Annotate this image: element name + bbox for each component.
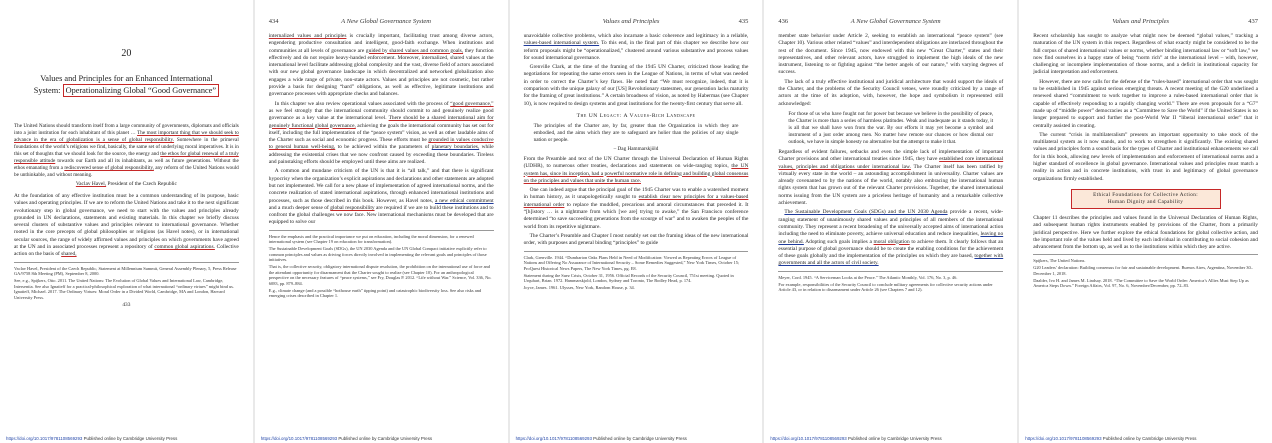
paragraph: The Charter itself has been ratified by virtually every state in the world – an astounding accomplishment in universality. Charter values are already covenanted to by the nations of the world, notably also embracing the international human rights system that has grown out of the relevant Charter provisions. Together, the shared international norms issuing from the UN system are a priceless heritage of humanity and a remarkable collective achievement. <box>778 163 1004 207</box>
footnotes <box>269 230 494 299</box>
highlight: internalized values and principles <box>268 33 347 39</box>
running-header <box>778 18 1003 27</box>
page-body-continued <box>524 156 749 248</box>
footnote: Joyce, James. 1961. Ulysses, New York, Random House, p. 34. <box>523 284 635 290</box>
publisher-note: Published online by Cambridge University Press <box>1102 436 1197 441</box>
page-434 <box>255 0 508 443</box>
page-footer <box>1019 434 1272 443</box>
highlight: establish clear new principles for a values-based international order <box>523 194 749 208</box>
page-436 <box>764 0 1017 443</box>
publisher-note: Published online by Cambridge University Press <box>83 436 178 441</box>
page-number: 437 <box>1248 18 1258 25</box>
paragraph: provide a recent, wide-ranging statement of unanimously shared values and principles of all members of the international community. They represent a recent broadening of the universally accepted aims of international action including the need to eliminate poverty, achieve universal education and reduce inequalities, <box>778 209 1004 238</box>
footnote: G20 Leaders’ declaration: Building consensus for fair and sustainable development. Buenos Aires, Argentina, November 30–December 1, 2018. <box>1033 265 1253 276</box>
chapter-title-highlight-box: Operationalizing Global “Good Governance” <box>63 84 219 97</box>
section-heading: The UN Legacy: A Values-Rich Landscape <box>576 112 696 119</box>
paragraph: Grenville Clark, at the time of the framing of the 1945 UN Charter, criticized those leading the negotiations for repeating the same errors seen in the League of Nations, in terms of what was needed in order to correct the Charter’s key flaws. He noted that “We must recognize, indeed, that it is comparison with the unique galaxy of our [US] Revolutionary statesmen, our generation lacks maturity for the framing of great institutions.” A certain broadness of vision, as noted by Habermas (see Chapter 10), is now required to design systems and great institutions for the twenty-first century that serve all. <box>523 64 749 107</box>
paragraph: to achieve them. It clearly follows that an essential purpose of global governance should be to create the enabling conditions for the achievement of these goals globally and the implementation of the principles on which they are based, <box>778 238 1004 260</box>
page-number: 435 <box>738 18 749 25</box>
section-heading-line2: Human Dignity and Capability <box>1107 198 1184 205</box>
paragraph: unavoidable collective problems, which also incarnate a basic coherence and legitimacy in a reliable, <box>523 33 749 39</box>
page-footer <box>510 434 763 443</box>
page-435 <box>510 0 763 443</box>
paragraph: as we feel strongly that the international community should commit to and genuinely realize good governance as a key value at the international level. <box>268 107 494 122</box>
footnote: That is, the collective security, obligatory international dispute resolution, the prohibition on the international use of force and the attendant opportunity for disarmament that the Charter sought to realize (see Chapter 10). For an anthropological perspective on the necessary features of “peace systems,” see Fry, Douglas P. 2012. “Life without War.” Science, Vol. 336, No. 6083, pp. 879–884. <box>268 264 492 286</box>
chapter-title-line1: Values and Principles for an Enhanced International <box>40 74 213 83</box>
running-head: A New Global Governance System <box>341 18 431 25</box>
highlight: guided by shared values and common goals, <box>365 47 464 54</box>
highlighted-section-heading <box>1071 189 1221 209</box>
highlight: established core international values, principles and obligations under international law. <box>778 156 1004 170</box>
footnotes <box>778 271 1003 293</box>
paragraph: One can indeed argue that the principal goal of the 1945 Charter was to enable a watershed moment in human history, as it unapologetically sought to <box>523 187 749 201</box>
footnote: Statement during the Suez Crisis, October 31, 1956. Official Records of the Security Council, 751st meeting. Quoted in Urquhart, Brian. 1972. Hammarskjold, London, Sydney and Toronto, The Bodley Head, p. 174. <box>523 272 734 284</box>
signature-title: President of the Czech Republic <box>106 181 177 187</box>
highlight-global-responsibility: The most important thing that we should seek to advance in the era of globalization is a sense of global responsibility. <box>14 130 239 143</box>
paragraph: Adopting such goals implies a <box>803 238 872 245</box>
epigraph-attribution <box>14 181 239 187</box>
doi-link[interactable]: https://doi.org/10.1017/9781108569293 <box>515 436 592 441</box>
signature-name: Vaclav Havel, <box>75 181 107 187</box>
page-footer <box>255 434 508 443</box>
chapter-title <box>14 73 239 97</box>
footnote: E.g., climate change (and a possible “hothouse earth” tipping point) and catastrophic biodiversity loss. See also risks and emerging crises described in Chapter 1. <box>268 287 482 299</box>
highlight-ethos: the ethos for global renewal of a truly responsible attitude <box>14 151 239 164</box>
highlight: leaving no one behind. <box>778 231 1004 245</box>
running-head: Values and Principles <box>1112 18 1170 25</box>
paragraph: while addressing the existential crises that we now confront caused by exceeding these boundaries. Tireless and painstaking efforts should be employed until these aims are realized. <box>268 144 494 166</box>
epigraph-text: Somewhere in the primeval foundations of the world’s religions we find, basically, the same set of underlying moral imperatives. It is in this set of thoughts that we should look for the source, the energy and <box>14 137 239 157</box>
highlight-common-aspirations: common global aspirations. <box>154 244 215 251</box>
paragraph: The Charter’s Preamble and Chapter I most notably set out the framing ideas of the new international order, with purposes and general binding “principles” to guide <box>523 232 749 247</box>
paragraph: to replace the muddled, precarious and amoral circumstances that preceded it. It “[h]istory … is a nightmare from which [we are] trying to awake,” the San Francisco conference determined “to save succeeding generations from the scourge of war” and to awaken the peoples of the world from its repetitive nightmare. <box>523 201 749 230</box>
epigraph-attribution: – Dag Hammarskjöld <box>613 145 659 152</box>
paragraph: In this chapter we also review operational values associated with the process of <box>274 100 449 107</box>
paragraph: are required if we are to build these institutions and to confront the global challenges we now face. New international mechanisms must be developed that are equipped to solve our <box>268 204 494 226</box>
highlight: values-based international system. <box>523 40 600 47</box>
page-body <box>524 33 749 108</box>
doi-link[interactable]: https://doi.org/10.1017/9781108569293 <box>1025 436 1102 441</box>
page-body <box>14 193 239 259</box>
footnotes <box>1033 254 1258 288</box>
highlight: There should be a shared international aim for genuinely functional global governance, <box>268 115 494 129</box>
running-head: A New Global Governance System <box>850 18 941 25</box>
paragraph: member state behavior under Article 2, seeking to establish an international “peace system” (see Chapter 10). Various other related “values” and interdependent obligations are interlaced throughout the rest of the document. Since 1945, now endowed with this new “Great Charter,” states and their representatives, and other relevant actors, have struggled to implement the high ideals of the new instrument, listening to or fighting against “the better angels of our nature,” with varying degrees of success. <box>778 33 1004 76</box>
paragraph: The current “crisis in multilateralism” presents an important opportunity to take stock of the multilateral system as it now stands, and to work to strengthen it significantly. The existing shared values and principles form a sound basis for the types of Charter and institutional enhancements we call for in this book, allowing new levels of implementation and enforcement of international norms and a higher standard of excellence in global governance. International values and principles must match a reality in action and in concrete institutions, with trust in and legitimacy of global governance organizations firmly established. <box>1033 131 1258 182</box>
paragraph: To this end, in the final part of this chapter we describe how our reform proposals might be “operationalized,” clustered around various substantive and process values for sound international governance. <box>523 40 749 61</box>
highlight: planetary boundaries, <box>431 144 480 151</box>
footnotes <box>524 251 749 291</box>
footnote: For example, responsibilities of the Security Council to conclude military agreements for collective security actions under Article 43, or in relation to disarmament under Article 26 (see Chapters 7 and 12). <box>778 281 993 293</box>
section-heading-line1: Ethical Foundations for Collective Action: <box>1093 191 1199 198</box>
publisher-note: Published online by Cambridge University Press <box>847 436 942 441</box>
chapter-number: 20 <box>121 48 132 59</box>
paragraph: From the Preamble and text of the UN Charter through the Universal Declaration of Human Rights (UDHR), to numerous other treaties, declarations and statements on wide-ranging topics, <box>523 155 749 170</box>
paragraph: and a much deeper sense of <box>268 204 329 211</box>
highlight: global responsibility <box>330 204 375 211</box>
highlight: “good governance,” <box>450 100 494 107</box>
highlight: The Sustainable Development Goals (SDGs) and the UN 2030 Agenda <box>784 209 948 216</box>
paragraph: Regardless of evident failures, setbacks and even the simple lack of implementation of important Charter provisions and other international treaties since 1945, they have <box>778 148 1004 163</box>
footnote: Meyer, Cord. 1945. “A Serviceman Looks at the Peace.” The Atlantic Monthly, Vol. 176, No. 3, p. 46. <box>778 274 958 280</box>
paragraph: In this chapter we briefly discuss several clusters of substantive values and principles relevant to international governance. Whether rooted in the core precepts of global philosophies or religions (as Havel notes), or in international secular sources, the range of widely affirmed values and principles on which governments have agreed at the UN and in associated processes represent a repository of <box>14 214 239 251</box>
page-body <box>1033 33 1258 183</box>
highlight-shared: shared, <box>61 251 77 258</box>
chapter-title-prefix: System: <box>33 86 61 95</box>
page-body <box>269 33 494 227</box>
running-header <box>1033 18 1258 27</box>
page-number: 436 <box>778 18 789 25</box>
highlight: together with governments and all the actors of civil society. <box>778 253 1004 267</box>
footnote: Vaclav Havel, President of the Czech Republic, Statement at Millennium Summit, General Assembly Plenary, 5, Press Release GA/9758 8th Meeting (PM), September 8, 2000. <box>14 265 237 277</box>
paragraph: to be achieved within the parameters of <box>335 144 430 151</box>
highlight: a new ethical commitment <box>434 197 494 204</box>
paragraph: At the foundation of any effective institution must be a common understanding of its purpose, basic values and operating principles. If we are to reform the United Nations and take it to the next significant evolutionary step in global governance, we need to start with the values and principles already grounded in UN declarations, statements and existing materials. <box>14 193 239 221</box>
highlight-rediscovered: rediscovered sense of global responsibility, <box>64 165 154 171</box>
paragraph: The lack of a truly effective institutional and juridical architecture that would support the ideals of the Charter, and the problems of the Security Council vetoes, were roundly criticized by a range of actors at the time of its adoption, with, however, the hope and symbolism it represented still acknowledged: <box>778 78 1004 107</box>
epigraph-text: towards our Earth and all its inhabitants, as well as future generations. Without the ethos emanating from a <box>14 158 239 171</box>
running-header <box>524 18 749 27</box>
page-number: 433 <box>122 302 131 309</box>
footnotes <box>14 262 239 301</box>
page-body-continued <box>1033 215 1258 251</box>
epigraph-text: The United Nations should transform itself from a large community of governments, diplomats and officials into a joint institution for each inhabitant of this planet … <box>14 123 239 136</box>
page-footer <box>764 434 1017 443</box>
paragraph: A common and mundane criticism of the UN is that it is “all talk,” and that there is significant hypocrisy when the organization’s explicit aspirations and declarations and other statements are adopted but not implemented. We call for a new phase of implementation of agreed international norms, and the concrete realization of stated international aspirations, through enhanced international institutions and processes, such as those described in this book. However, as Havel notes, <box>268 168 494 204</box>
paragraph: Recent scholarship has sought to analyze what might now be deemed “global values,” tracking a maturation of the UN system in this respect. Regardless of what exactly might be considered to be the full corpus of shared international values or norms, whether binding international law or “soft law,” we now find ourselves in a happy state of being “norm rich” at the international level – with, however, challenging or incomplete implementation of those norms, and a deficit in institutional capacity for judicial interpretation and enforcement. <box>1033 33 1258 76</box>
footnote: Daalder, Ivo H. and James M. Lindsay. 2018. “The Committee to Save the World Order: America’s Allies Must Step Up as America Steps Down.” Foreign Affairs, Vol. 97, No. 6, November/December, pp. 72–83. <box>1033 277 1249 289</box>
page-433 <box>0 0 253 443</box>
page-footer <box>0 434 253 443</box>
publisher-note: Published online by Cambridge University Press <box>338 436 433 441</box>
paragraph: is crucially important, facilitating trust among diverse actors, engendering productive consultation and intelligent, good-faith exchange. When institutions and communities at all levels of governance are <box>268 33 494 54</box>
doi-link[interactable]: https://doi.org/10.1017/9781108569293 <box>770 436 847 441</box>
paragraph: However, there are now calls for the defense of the “rules-based” international order that was sought to be established in 1945 against serious emerging threats. A recent meeting of the G20 underlined a renewed shared “commitment to work together to improve a rules-based international order that is capable of effectively responding to a rapidly changing world.” There are even proposals for a “G7” made up of “middle power” democracies as a “Committee to Save the World” if the United States is no longer prepared to support and further the post-World War II “liberal international order” that it centrally assisted in creating. <box>1033 78 1258 129</box>
epigraph <box>14 123 239 179</box>
paragraph: achieving the goals the international community has set out for itself, including the full implementation of the “peace system” vision, as well as other laudable aims of the Charter such as social and economic progress. These efforts must be <box>268 122 494 144</box>
footnote: Hence the emphasis and the practical importance we put on education, including the moral dimension, for a renewed international system (see Chapter 19 on education for transformation). <box>268 233 474 245</box>
highlight: grounded in values conducive to general human well-being, <box>268 137 494 151</box>
page-body <box>778 33 1003 108</box>
paragraph: Collective action on the basis of <box>14 244 239 258</box>
footnote: Spijkers, The United Nations. <box>1033 258 1086 264</box>
section-epigraph: The principles of the Charter are, by far, greater than the Organization in which they are embodied, and the aims which they are to safeguard are holier than the policies of any single nation or people. <box>533 122 739 143</box>
publisher-note: Published online by Cambridge University Press <box>593 436 687 441</box>
footnote: See, e.g., Spijkers, Otto. 2011. The United Nations: The Evolution of Global Values and International Law, Cambridge, Intersentia. See also Ignatieff for a practical-philosophical exploration of what international “ordinary virtues” might bind us. Ignatieff, Michael. 2017. The Ordinary Virtues: Moral Order in a Divided World, Cambridge, MA and London, Harvard University Press. <box>14 278 234 300</box>
paragraph: Chapter 11 describes the principles and values found in the Universal Declaration of Human Rights, and subsequent human rights instruments enabled by provisions of the Charter, from a primarily juridical perspective. Here we further explore the ethical foundations for global collective action, and the important role of the values held and lived by each individual in contributing to social cohesion and advancement from the bottom up, as well as to the institutions within which they are active. <box>1033 214 1258 251</box>
running-head: Values and Principles <box>602 18 660 25</box>
running-header <box>269 18 494 27</box>
doi-link[interactable]: https://doi.org/10.1017/9781108569293 <box>6 436 83 441</box>
doi-link[interactable]: https://doi.org/10.1017/9781108569293 <box>260 436 338 441</box>
page-437 <box>1019 0 1272 443</box>
highlight: the UN system has, since its inception, had a powerful normative role in defining and building global consensus on the principles and values that unite the human race. <box>523 163 749 184</box>
epigraph-text: any reform of the United Nations would be unthinkable, and without meaning. <box>14 165 239 178</box>
highlight: moral obligation <box>873 238 910 245</box>
block-quote: For those of us who have fought not for power but because we believe in the possibility of peace, the Charter is more than a series of harmless platitudes. Weak and inadequate as it stands today, it is all that we shall have won from the war. By our efforts it may yet become a symbol and instrument of a just order among men. No matter how remote our chances or how dismal our outlook, we have in simple honesty no alternative but the attempt to make it that. <box>788 110 994 145</box>
footnote: The Sustainable Development Goals (SDGs), the UN 2030 Agenda and the UN Global Compact initiative explicitly refer to common principles and values as driving forces directly involved in implementing the relevant goals and principles of those initiatives. <box>268 246 487 263</box>
page-body-continued <box>778 149 1003 268</box>
page-number: 434 <box>268 18 279 25</box>
footnote: Clark, Grenville. 1944. “Dumbarton Oaks Plans Held in Need of Modification: Viewed as Repeating Errors of League of Nations and Offering No Assurance of International Security – Some Remedies Suggested,” New York Times, October 15; ProQuest Historical News Papers, The New York Times, pg. E8. <box>523 254 740 271</box>
paragraph: they function effectively and do not require heavy-handed enforcement. Moreover, internalized, shared values at the international level facilitate addressing global complexity and the vast, diverse field of actors associated with our new global governance landscape in which decentralized and networked globalization also engages a wide range of private, non-state actors. Values and principles are not cosmetic, but rather provide a basis for designing “hard” obligations, as well as effective, legitimate institutions and governance processes with appropriate checks and balances. <box>268 47 494 98</box>
